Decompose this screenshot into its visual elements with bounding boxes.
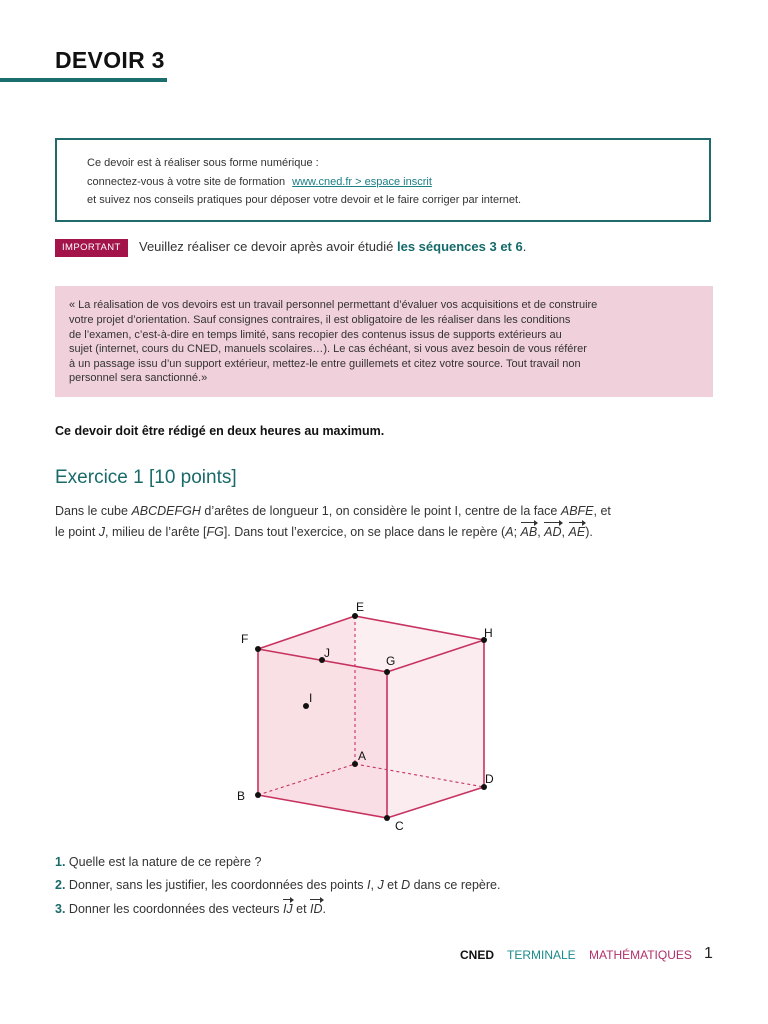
page-number: 1 xyxy=(704,945,713,962)
cube-name: ABCDEFGH xyxy=(131,504,201,518)
question-3 xyxy=(55,902,326,916)
label-g: G xyxy=(386,654,396,668)
important-note xyxy=(139,239,526,254)
question-number: 2. xyxy=(55,878,66,892)
text: d’arêtes de longueur 1, on considère le point I, centre de la face xyxy=(200,504,561,518)
cned-link[interactable]: www.cned.fr > espace inscrit xyxy=(292,176,432,188)
point-f xyxy=(255,646,261,652)
info-line-2-text: connectez-vous à votre site de formation xyxy=(87,176,286,188)
vector-id: ID xyxy=(310,902,323,916)
text: , et xyxy=(593,504,611,518)
text: ). xyxy=(585,525,593,539)
edge-name: FG xyxy=(206,525,224,539)
point-name: D xyxy=(401,878,411,892)
important-sequences: les séquences 3 et 6 xyxy=(396,239,523,254)
point-name: J xyxy=(98,525,106,539)
quote-line: à un passage issu d’un support extérieur, mettez-le entre guillemets et citez votre source. Tout travail non xyxy=(69,358,581,370)
text: le point xyxy=(55,525,99,539)
label-h: H xyxy=(484,626,493,640)
footer-org: CNED xyxy=(460,948,495,962)
question-1 xyxy=(55,855,261,869)
question-number: 3. xyxy=(55,902,66,916)
label-d: D xyxy=(485,772,494,786)
vector-ij: IJ xyxy=(282,902,293,916)
quote-line: personnel sera sanctionné.» xyxy=(69,372,208,384)
label-e: E xyxy=(356,600,365,614)
info-line-2 xyxy=(87,176,432,188)
vector-ab: AB xyxy=(520,525,538,539)
label-a: A xyxy=(358,749,367,763)
vector-ad: AD xyxy=(544,525,562,539)
face-name: ABFE xyxy=(560,504,594,518)
origin-name: A xyxy=(505,525,514,539)
important-text-prefix: Veuillez réaliser ce devoir après avoir étudié xyxy=(139,239,394,254)
label-i: I xyxy=(309,691,313,705)
exercise-paragraph-line-1 xyxy=(55,504,611,518)
point-c xyxy=(384,815,390,821)
text: , milieu de l’arête [ xyxy=(105,525,207,539)
point-b xyxy=(255,792,261,798)
label-f: F xyxy=(241,632,249,646)
quote-line: sujet (internet, cours du CNED, manuels scolaires…). Le cas échéant, si vous avez besoin de vous référer xyxy=(69,343,587,355)
text: Dans le cube xyxy=(55,504,132,518)
question-text: Donner les coordonnées des vecteurs xyxy=(68,902,283,916)
info-line-1: Ce devoir est à réaliser sous forme numérique : xyxy=(87,157,319,169)
quote-line: votre projet d’orientation. Sauf consignes contraires, il est obligatoire de les réaliser dans les conditions xyxy=(69,314,571,326)
text: , xyxy=(561,525,569,539)
text: ]. Dans tout l’exercice, on se place dans le repère ( xyxy=(223,525,506,539)
footer-level: TERMINALE xyxy=(507,948,576,962)
exercise-title: Exercice 1 [10 points] xyxy=(55,467,237,488)
question-text: dans ce repère. xyxy=(410,878,501,892)
honor-statement-box xyxy=(55,286,713,397)
info-line-3: et suivez nos conseils pratiques pour déposer votre devoir et le faire corriger par internet. xyxy=(87,194,522,206)
question-text: Donner, sans les justifier, les coordonnées des points xyxy=(68,878,368,892)
quote-line: « La réalisation de vos devoirs est un travail personnel permettant d’évaluer vos acquisitions et de construire xyxy=(69,299,598,311)
text: , xyxy=(537,525,545,539)
vector-ae: AE xyxy=(568,525,586,539)
label-j: J xyxy=(324,646,330,660)
question-text: et xyxy=(383,878,402,892)
exercise-paragraph-line-2 xyxy=(55,525,593,539)
label-c: C xyxy=(395,819,404,833)
question-text: . xyxy=(322,902,327,916)
duration-note: Ce devoir doit être rédigé en deux heures au maximum. xyxy=(55,424,385,438)
question-text: , xyxy=(370,878,378,892)
footer-subject: MATHÉMATIQUES xyxy=(589,948,692,962)
point-name: J xyxy=(377,878,384,892)
cube-figure xyxy=(210,585,510,840)
instructions-box xyxy=(55,138,711,222)
question-text: et xyxy=(292,902,311,916)
page-title: DEVOIR 3 xyxy=(55,47,165,73)
question-2 xyxy=(55,878,500,892)
title-underline xyxy=(0,78,167,82)
text: ; xyxy=(513,525,521,539)
point-name: I xyxy=(367,878,371,892)
point-g xyxy=(384,669,390,675)
question-number: 1. xyxy=(55,855,66,869)
quote-line: de l’examen, c’est-à-dire en temps limité, sans recopier des contenus issus de supports extérieurs au xyxy=(69,329,562,341)
important-badge: IMPORTANT xyxy=(55,239,128,257)
important-text-suffix: . xyxy=(522,239,527,254)
label-b: B xyxy=(237,789,246,803)
question-text: Quelle est la nature de ce repère ? xyxy=(68,855,262,869)
